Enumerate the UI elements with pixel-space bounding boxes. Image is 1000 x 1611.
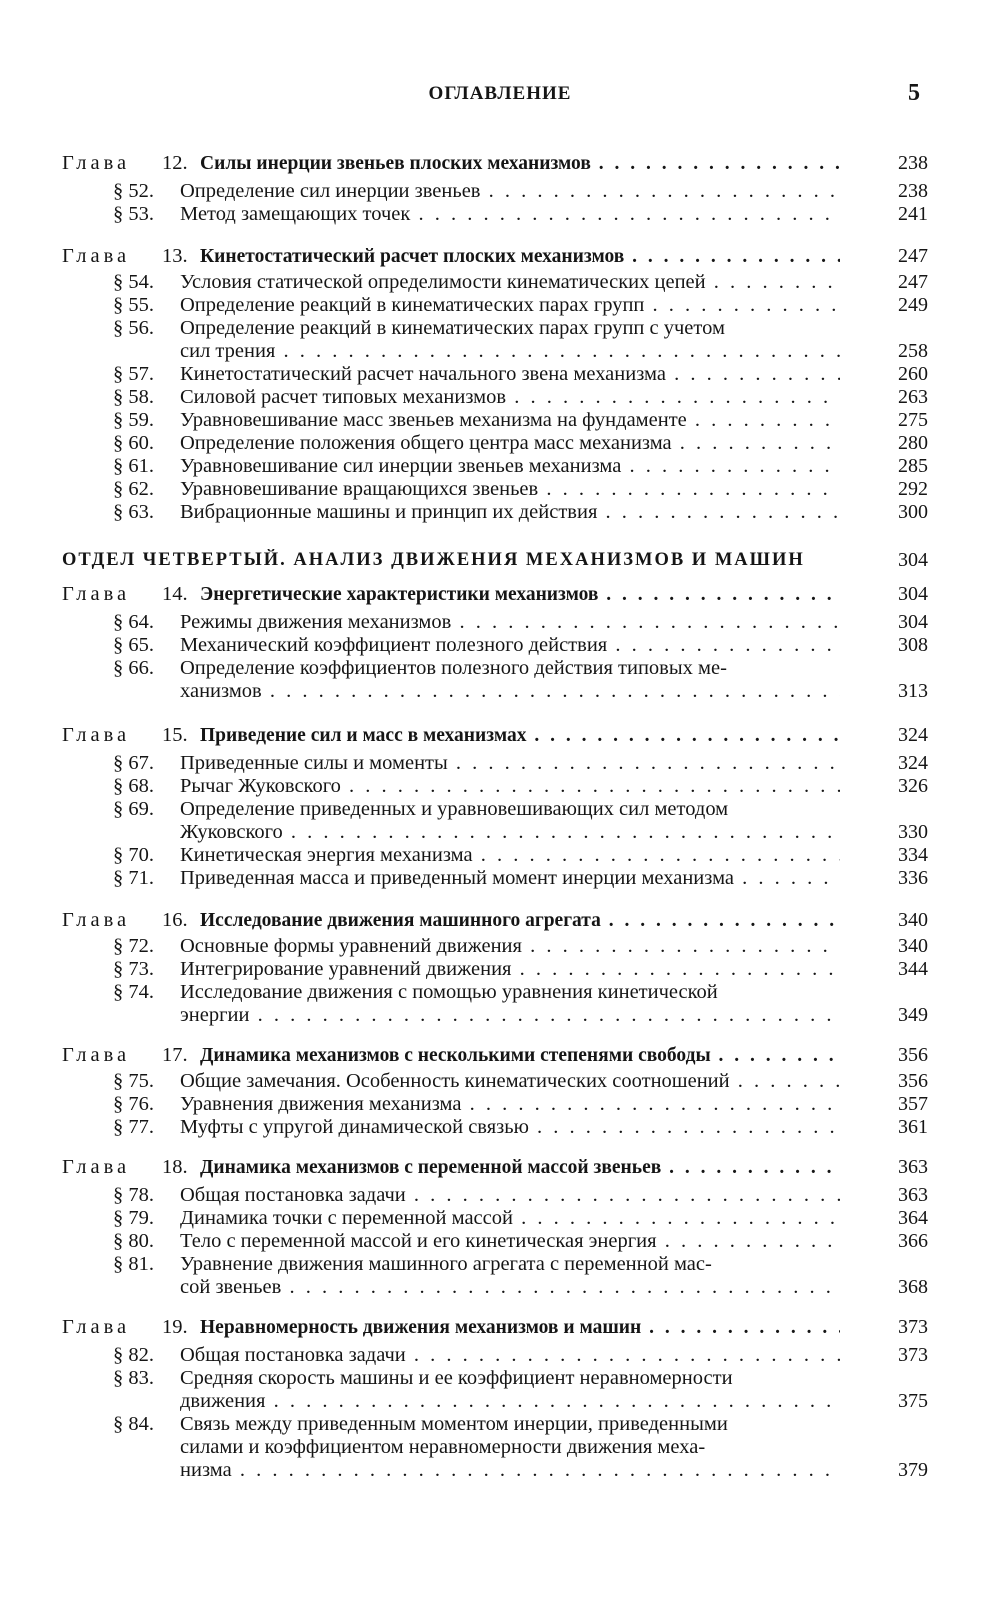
section-number: § 57. [113, 363, 154, 385]
section-title: Интегрирование уравнений движения . . . [180, 958, 840, 981]
section-title: Определение сил инерции звеньев . . . [180, 180, 840, 203]
page-ref: 304 [898, 583, 928, 605]
page-ref: 373 [898, 1344, 928, 1366]
section-number: § 76. [113, 1093, 154, 1115]
section-title: Силовой расчет типовых механизмов . . . [180, 386, 840, 409]
section-number: § 82. [113, 1344, 154, 1366]
chapter-label: Глава [62, 1156, 131, 1178]
section-number: § 75. [113, 1070, 154, 1092]
section-title: Средняя скорость машины и ее коэффициент неравномерности [180, 1367, 733, 1389]
section-title: Общая постановка задачи . . . [180, 1344, 840, 1367]
section-title: Основные формы уравнений движения . . . [180, 935, 840, 958]
page-ref: 356 [898, 1044, 928, 1066]
page-ref: 304 [898, 549, 928, 571]
section-title: Исследование движения с помощью уравнения кинетической [180, 981, 718, 1003]
section-title: Механический коэффициент полезного действия . . . [180, 634, 840, 657]
page-ref: 285 [898, 455, 928, 477]
section-title: движения . . . [180, 1390, 840, 1413]
chapter-title: Кинетостатический расчет плоских механизмов . . . [200, 245, 840, 268]
section-title: Динамика точки с переменной массой . . . [180, 1207, 840, 1230]
section-number: § 64. [113, 611, 154, 633]
page-ref: 260 [898, 363, 928, 385]
section-title: Общая постановка задачи . . . [180, 1184, 840, 1207]
section-number: § 71. [113, 867, 154, 889]
section-number: § 62. [113, 478, 154, 500]
page-ref: 263 [898, 386, 928, 408]
page-ref: 324 [898, 724, 928, 746]
section-title: Уравновешивание вращающихся звеньев . . . [180, 478, 840, 501]
page-ref: 334 [898, 844, 928, 866]
section-title: Приведенные силы и моменты . . . [180, 752, 840, 775]
page-ref: 249 [898, 294, 928, 316]
section-number: § 52. [113, 180, 154, 202]
chapter-title: Приведение сил и масс в механизмах . . . [200, 724, 840, 747]
section-number: § 79. [113, 1207, 154, 1229]
section-number: § 61. [113, 455, 154, 477]
section-number: § 70. [113, 844, 154, 866]
page-ref: 330 [898, 821, 928, 843]
section-title: Определение приведенных и уравновешивающих сил методом [180, 798, 729, 820]
chapter-number: 16. [162, 909, 188, 931]
section-number: § 77. [113, 1116, 154, 1138]
page-ref: 300 [898, 501, 928, 523]
page-ref: 326 [898, 775, 928, 797]
section-number: § 73. [113, 958, 154, 980]
section-number: § 63. [113, 501, 154, 523]
page-ref: 304 [898, 611, 928, 633]
section-number: § 65. [113, 634, 154, 656]
section-title: Определение реакций в кинематических парах групп с учетом [180, 317, 725, 339]
section-number: § 54. [113, 271, 154, 293]
section-number: § 68. [113, 775, 154, 797]
chapter-title: Динамика механизмов с переменной массой звеньев . . . [200, 1156, 840, 1179]
section-title: силами и коэффициентом неравномерности движения меха- [180, 1436, 706, 1458]
chapter-title: Энергетические характеристики механизмов . . . [200, 583, 840, 606]
section-title: Уравновешивание масс звеньев механизма на фундаменте . . . [180, 409, 840, 432]
chapter-number: 15. [162, 724, 188, 746]
section-title: Муфты с упругой динамической связью . . . [180, 1116, 840, 1139]
page-ref: 363 [898, 1184, 928, 1206]
section-title: ханизмов . . . [180, 680, 840, 703]
page-ref: 363 [898, 1156, 928, 1178]
page-ref: 247 [898, 271, 928, 293]
section-number: § 81. [113, 1253, 154, 1275]
chapter-number: 18. [162, 1156, 188, 1178]
chapter-label: Глава [62, 245, 131, 267]
section-title: сил трения . . . [180, 340, 840, 363]
chapter-label: Глава [62, 724, 131, 746]
section-number: § 58. [113, 386, 154, 408]
section-number: § 74. [113, 981, 154, 1003]
section-title: Кинетостатический расчет начального звена механизма . . . [180, 363, 840, 386]
section-number: § 67. [113, 752, 154, 774]
page-number: 5 [908, 80, 920, 106]
section-title: Вибрационные машины и принцип их действия . . . [180, 501, 840, 524]
page-ref: 275 [898, 409, 928, 431]
page-ref: 336 [898, 867, 928, 889]
chapter-number: 17. [162, 1044, 188, 1066]
section-title: сой звеньев . . . [180, 1276, 840, 1299]
page-ref: 349 [898, 1004, 928, 1026]
page-ref: 324 [898, 752, 928, 774]
page-ref: 247 [898, 245, 928, 267]
page-ref: 344 [898, 958, 928, 980]
section-number: § 83. [113, 1367, 154, 1389]
section-number: § 84. [113, 1413, 154, 1435]
chapter-title: Динамика механизмов с несколькими степенями свободы . . . [200, 1044, 840, 1067]
section-number: § 66. [113, 657, 154, 679]
page-ref: 258 [898, 340, 928, 362]
page-ref: 356 [898, 1070, 928, 1092]
section-title: Тело с переменной массой и его кинетическая энергия . . . [180, 1230, 840, 1253]
page-ref: 366 [898, 1230, 928, 1252]
section-number: § 78. [113, 1184, 154, 1206]
chapter-label: Глава [62, 583, 131, 605]
page-ref: 368 [898, 1276, 928, 1298]
page-ref: 292 [898, 478, 928, 500]
chapter-number: 12. [162, 152, 188, 174]
page-ref: 375 [898, 1390, 928, 1412]
chapter-label: Глава [62, 152, 131, 174]
section-number: § 72. [113, 935, 154, 957]
page-ref: 313 [898, 680, 928, 702]
page-ref: 308 [898, 634, 928, 656]
section-title: Кинетическая энергия механизма . . . [180, 844, 840, 867]
chapter-number: 13. [162, 245, 188, 267]
section-number: § 80. [113, 1230, 154, 1252]
page-ref: 361 [898, 1116, 928, 1138]
page-ref: 357 [898, 1093, 928, 1115]
page-ref: 241 [898, 203, 928, 225]
section-number: § 55. [113, 294, 154, 316]
section-title: Общие замечания. Особенность кинематических соотношений . . . [180, 1070, 840, 1093]
section-title: Определение положения общего центра масс механизма . . . [180, 432, 840, 455]
section-title: Определение коэффициентов полезного действия типовых ме- [180, 657, 727, 679]
chapter-title: Неравномерность движения механизмов и машин . . . [200, 1316, 840, 1339]
chapter-number: 19. [162, 1316, 188, 1338]
section-title: энергии . . . [180, 1004, 840, 1027]
section-title: Приведенная масса и приведенный момент инерции механизма . . . [180, 867, 840, 890]
section-number: § 60. [113, 432, 154, 454]
page-ref: 373 [898, 1316, 928, 1338]
section-title: Жуковского . . . [180, 821, 840, 844]
page-ref: 238 [898, 152, 928, 174]
chapter-label: Глава [62, 1044, 131, 1066]
section-title: Режимы движения механизмов . . . [180, 611, 840, 634]
section-title: Связь между приведенным моментом инерции, приведенными [180, 1413, 728, 1435]
chapter-label: Глава [62, 909, 131, 931]
section-title: Метод замещающих точек . . . [180, 203, 840, 226]
page-ref: 364 [898, 1207, 928, 1229]
page-ref: 379 [898, 1459, 928, 1481]
chapter-title: Силы инерции звеньев плоских механизмов . . . [200, 152, 840, 175]
section-number: § 59. [113, 409, 154, 431]
section-number: § 69. [113, 798, 154, 820]
chapter-title: Исследование движения машинного агрегата . . . [200, 909, 840, 932]
chapter-number: 14. [162, 583, 188, 605]
section-title: низма . . . [180, 1459, 840, 1482]
section-title: Условия статической определимости кинематических цепей . . . [180, 271, 840, 294]
chapter-label: Глава [62, 1316, 131, 1338]
section-title: Уравновешивание сил инерции звеньев механизма . . . [180, 455, 840, 478]
section-number: § 56. [113, 317, 154, 339]
section-title: Уравнение движения машинного агрегата с переменной мас- [180, 1253, 712, 1275]
section-title: Определение реакций в кинематических парах групп . . . [180, 294, 840, 317]
page-ref: 238 [898, 180, 928, 202]
part-title: ОТДЕЛ ЧЕТВЕРТЫЙ. АНАЛИЗ ДВИЖЕНИЯ МЕХАНИЗМОВ И МАШИН [62, 550, 805, 570]
page-ref: 340 [898, 909, 928, 931]
page-header-title: ОГЛАВЛЕНИЕ [428, 83, 572, 104]
page-ref: 280 [898, 432, 928, 454]
page-ref: 340 [898, 935, 928, 957]
section-title: Уравнения движения механизма . . . [180, 1093, 840, 1116]
section-title: Рычаг Жуковского . . . [180, 775, 840, 798]
section-number: § 53. [113, 203, 154, 225]
